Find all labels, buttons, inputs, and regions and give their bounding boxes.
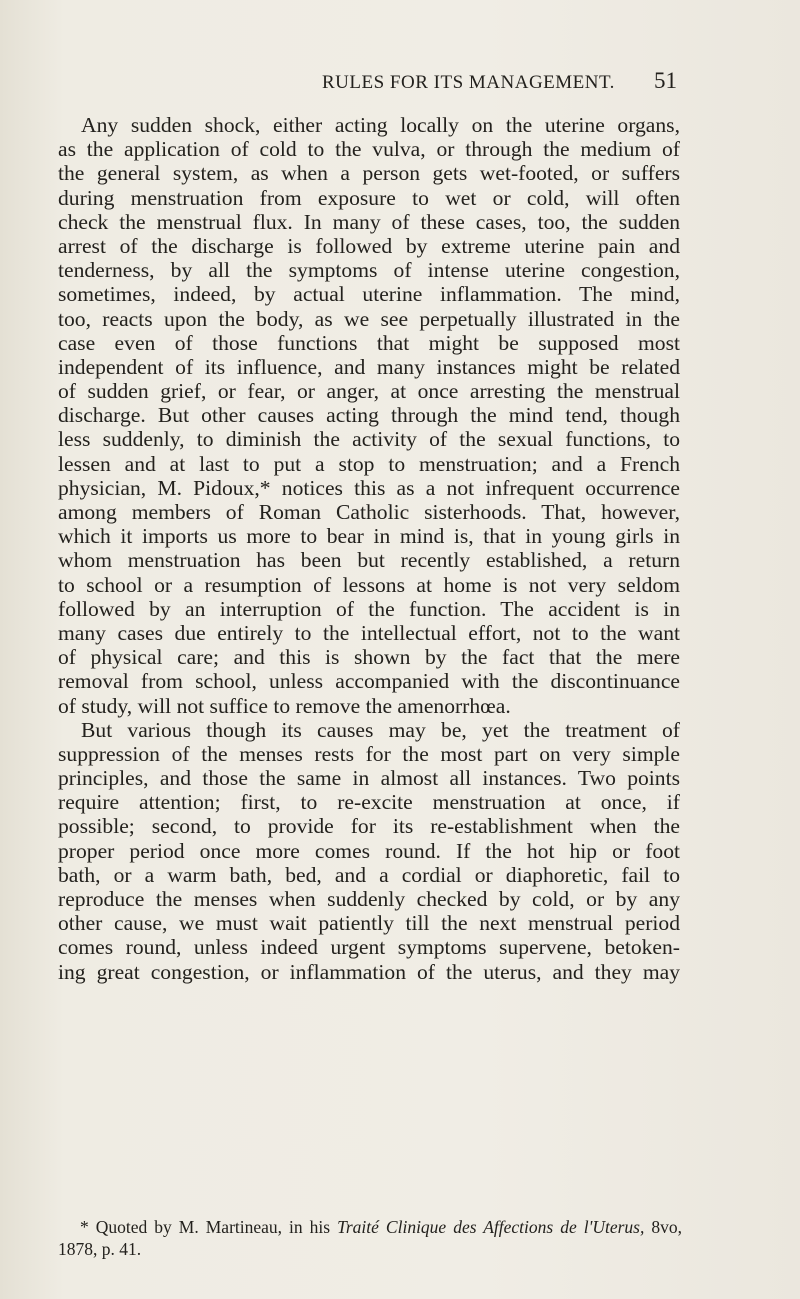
text-line: the general system, as when a person gets wet-footed, or suffers <box>58 161 680 186</box>
footnote-suffix: 8vo, <box>644 1217 683 1237</box>
text-line: require attention; first, to re-excite menstruation at once, if <box>58 790 680 815</box>
body-text <box>58 113 680 984</box>
text-line: of sudden grief, or fear, or anger, at once arresting the menstrual <box>58 379 680 404</box>
text-line: lessen and at last to put a stop to menstruation; and a French <box>58 451 680 476</box>
text-line: But various though its causes may be, yet the treatment of <box>81 717 680 742</box>
text-line: check the menstrual flux. In many of these cases, too, the sudden <box>58 209 680 234</box>
text-line: other cause, we must wait patiently till the next menstrual period <box>58 911 680 936</box>
text-line: among members of Roman Catholic sisterhoods. That, however, <box>58 500 680 524</box>
footnote-title: Traité Clinique des Affections de l'Uterus, <box>337 1217 645 1237</box>
text-line: proper period once more comes round. If the hot hip or foot <box>58 838 680 863</box>
text-line: many cases due entirely to the intellectual effort, not to the want <box>58 620 680 645</box>
footnote-line: 1878, p. 41. <box>58 1239 142 1259</box>
text-line: sometimes, indeed, by actual uterine inflammation. The mind, <box>58 282 680 307</box>
text-line: arrest of the discharge is followed by extreme uterine pain and <box>58 233 680 258</box>
text-line: independent of its influence, and many instances might be related <box>58 354 680 379</box>
text-line: possible; second, to provide for its re-establishment when the <box>58 814 680 839</box>
text-line: less suddenly, to diminish the activity of the sexual functions, to <box>58 427 680 452</box>
text-line: case even of those functions that might be supposed most <box>58 330 680 355</box>
text-line: Any sudden shock, either acting locally on the uterine organs, <box>81 113 680 137</box>
footnote <box>58 1216 682 1260</box>
text-line: suppression of the menses rests for the most part on very simple <box>58 741 680 766</box>
text-line: as the application of cold to the vulva, or through the medium of <box>58 137 680 162</box>
text-line: bath, or a warm bath, bed, and a cordial or diaphoretic, fail to <box>58 862 680 887</box>
text-line: discharge. But other causes acting through the mind tend, though <box>58 403 680 428</box>
text-line: principles, and those the same in almost all instances. Two points <box>58 766 680 791</box>
text-line: which it imports us more to bear in mind is, that in young girls in <box>58 524 680 549</box>
footnote-line <box>58 1216 682 1238</box>
text-line: removal from school, unless accompanied with the discontinuance <box>58 669 680 694</box>
page-number: 51 <box>654 68 677 93</box>
text-line: reproduce the menses when suddenly checked by cold, or by any <box>58 887 680 911</box>
text-line: too, reacts upon the body, as we see perpetually illustrated in the <box>58 306 680 331</box>
text-line: whom menstruation has been but recently established, a return <box>58 548 680 573</box>
text-line: during menstruation from exposure to wet or cold, will often <box>58 185 680 210</box>
text-line: followed by an interruption of the function. The accident is in <box>58 596 680 621</box>
text-line: tenderness, by all the symptoms of intense uterine congestion, <box>58 258 680 283</box>
text-line: of physical care; and this is shown by the fact that the mere <box>58 645 680 670</box>
text-line: physician, M. Pidoux,* notices this as a not infrequent occurrence <box>58 475 680 500</box>
text-line: ing great congestion, or inflammation of the uterus, and they may <box>58 959 680 984</box>
running-head: RULES FOR ITS MANAGEMENT. <box>322 72 615 93</box>
text-line: comes round, unless indeed urgent symptoms supervene, betoken- <box>58 935 680 960</box>
text-line: of study, will not suffice to remove the amenorrhœa. <box>58 693 511 718</box>
text-line: to school or a resumption of lessons at home is not very seldom <box>58 572 680 597</box>
footnote-prefix: * Quoted by M. Martineau, in his <box>80 1217 338 1237</box>
